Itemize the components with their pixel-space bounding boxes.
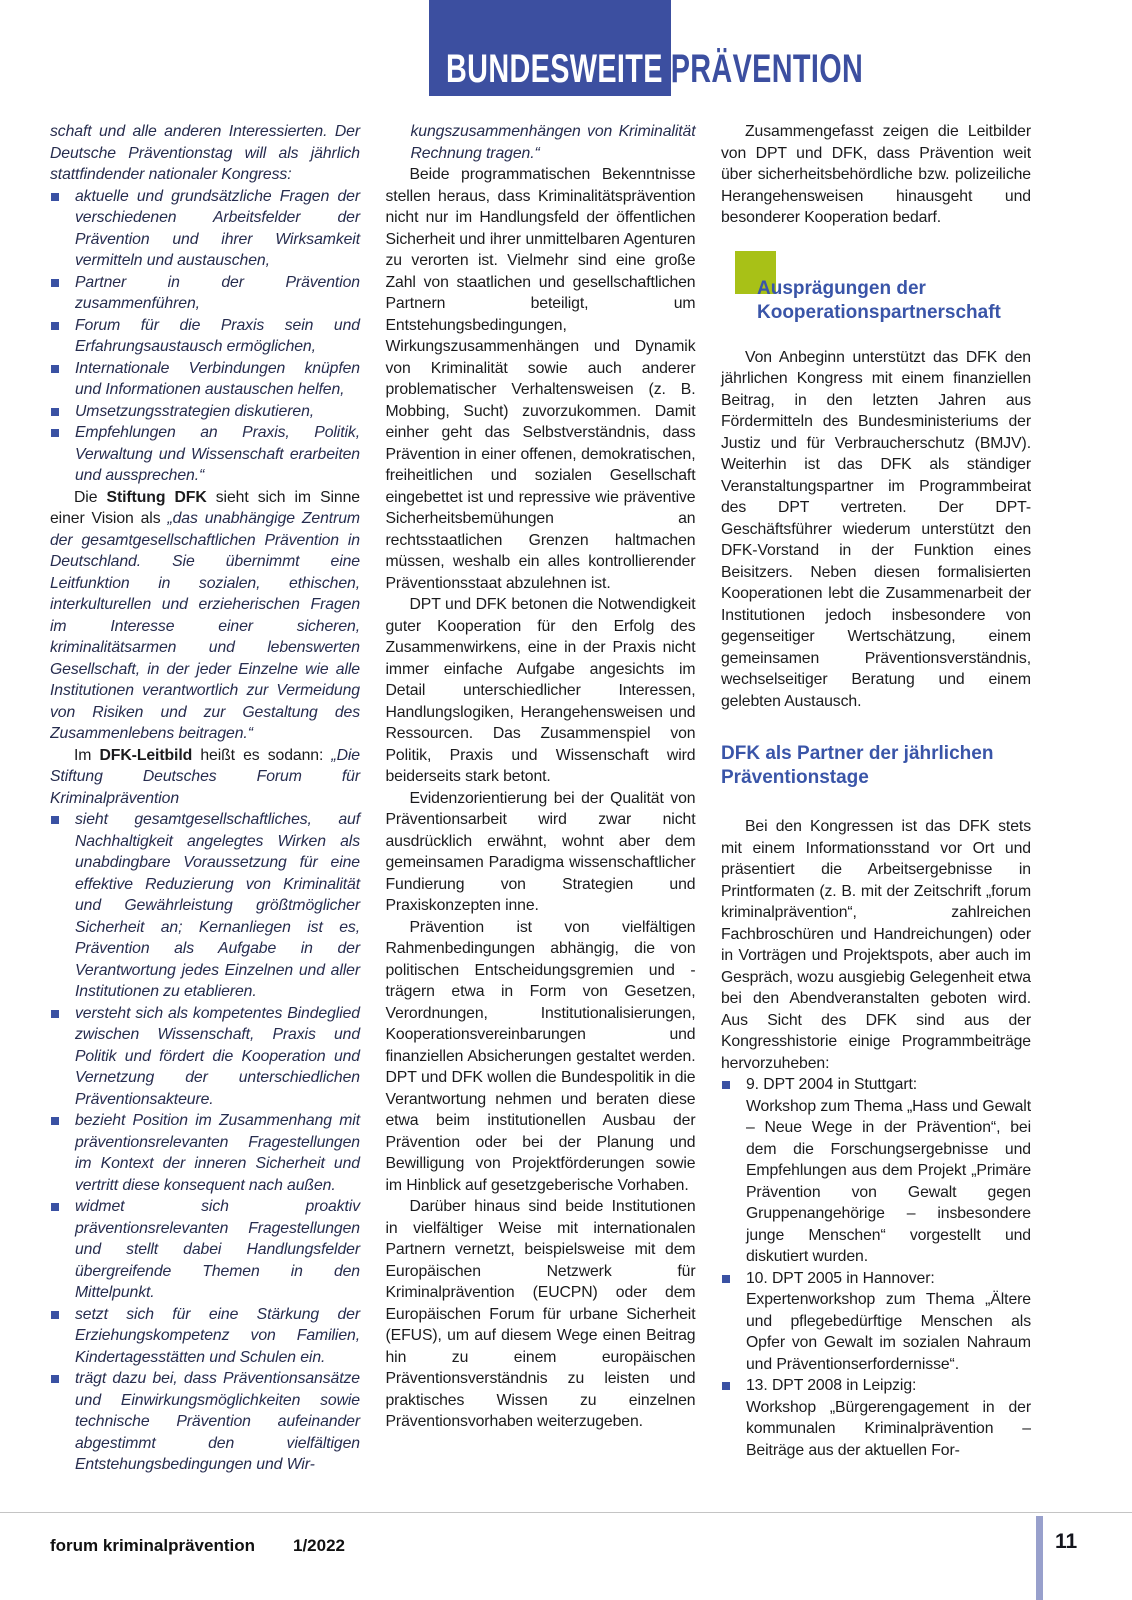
bullet-list-leitbild <box>50 809 360 1476</box>
paragraph: Evidenzorientierung bei der Qualität von Präventionsarbeit wird zwar nicht ausdrücklich erwähnt, wohnt aber dem gemeinsamen Paradigma wissenschaftlicher Fundierung von Strategien und Praxiskonzepten inne. <box>385 789 696 914</box>
footer <box>50 1536 345 1556</box>
bullet-square-icon <box>51 1010 59 1018</box>
list-item: trägt dazu bei, dass Präventionsansätze und Einwirkungsmöglichkeiten sowie technische Prävention aufeinander abgestimmt den vielfältigen Entstehungsbedingungen und Wir- <box>50 1368 360 1476</box>
page-title-part1: BUNDESWEITE <box>446 47 663 91</box>
bullet-square-icon <box>51 816 59 824</box>
list-item-title: 13. DPT 2008 in Leipzig: <box>746 1377 917 1394</box>
list-item: Empfehlungen an Praxis, Politik, Verwaltung und Wissenschaft erarbeiten und aussprechen.“ <box>50 422 360 487</box>
section-dfk-partner <box>721 742 1031 790</box>
list-item: aktuelle und grundsätzliche Fragen der verschiedenen Arbeitsfelder der Prävention und ihrer Wirksamkeit vermitteln und austauschen, <box>50 186 360 272</box>
column-3 <box>721 121 1031 1496</box>
list-item: Umsetzungsstrategien diskutieren, <box>50 401 360 423</box>
list-item-body: Workshop „Bürgerengagement in der kommunalen Kriminalprävention – Beiträge aus der aktuellen For- <box>746 1398 1031 1459</box>
paragraph-continuation: kungszusammenhängen von Kriminalität Rechnung tragen.“ <box>410 123 696 162</box>
article-body <box>50 121 1031 1496</box>
paragraph: Beide programmatischen Bekenntnisse stellen heraus, dass Kriminalitätsprävention nicht nur im Handlungsfeld der öffentlichen Sicherheit und ihrer unmittelbaren Agenturen zu verorten ist. Vielmehr sind eine große Zahl von staatlichen und gesellschaftlichen Partnern beteiligt, um Entstehungsbedingungen, Wirkungszusammenhängen und Dynamik von Kriminalität sowie auch anderer problematischer Verhaltensweisen (z. B. Mobbing, Sucht) zuvorzukommen. Damit einher geht das Selbstverständnis, dass Prävention in einer offenen, demokratischen, freiheitlichen und sozialen Gesellschaft eingebettet ist und repressive wie präventive Sicherheitsbemühungen an rechtsstaatlichen Grenzen haltmachen müssen, weshalb ein alles kontrollierender Präventionsstaat abzulehnen ist. <box>385 166 696 592</box>
bullet-square-icon <box>51 1203 59 1211</box>
section-heading: Ausprägungen der Kooperationspartnerschaft <box>757 277 1001 323</box>
bullet-list-dpt-history <box>721 1074 1031 1461</box>
list-item: Partner in der Prävention zusammenführen, <box>50 272 360 315</box>
list-item-body: Workshop zum Thema „Hass und Gewalt – Neue Wege in der Prävention“, bei dem die Forschungsergebnisse und Empfehlungen aus dem Projekt „Primäre Prävention von Gewalt gegen Gruppenangehörige – insbesondere junge Menschen“ vorgestellt und diskutiert wurden. <box>746 1097 1031 1265</box>
page-number: 11 <box>1055 1530 1078 1553</box>
paragraph: Zusammengefasst zeigen die Leitbilder von DPT und DFK, dass Prävention weit über sicherheitsbehördliche bzw. polizeiliche Herangehensweisen hinausgeht und besonderer Kooperation bedarf. <box>721 123 1031 226</box>
list-item-title: 9. DPT 2004 in Stuttgart: <box>746 1076 918 1093</box>
bullet-list-dpt-goals <box>50 186 360 487</box>
list-item: Internationale Verbindungen knüpfen und Informationen austauschen helfen, <box>50 358 360 401</box>
list-item: widmet sich proaktiv präventionsrelevanten Fragestellungen und stellt dabei Handlungsfelder übergreifende Themen in den Mittelpunkt. <box>50 1196 360 1304</box>
footer-magazine-title: forum kriminalprävention <box>50 1536 255 1555</box>
list-item: bezieht Position im Zusammenhang mit präventionsrelevanten Fragestellungen im Kontext der inneren Sicherheit und vertritt diese konsequent nach außen. <box>50 1110 360 1196</box>
bullet-square-icon <box>51 1311 59 1319</box>
column-2 <box>386 121 696 1496</box>
footer-issue: 1/2022 <box>292 1536 345 1555</box>
list-item: Forum für die Praxis sein und Erfahrungsaustausch ermöglichen, <box>50 315 360 358</box>
section-heading: DFK als Partner der jährlichen Präventionstage <box>721 743 994 788</box>
column-1 <box>50 121 360 1496</box>
paragraph: Bei den Kongressen ist das DFK stets mit einem Informationsstand vor Ort und präsentiert die Arbeitsergebnisse in Printformaten (z. B. mit der Zeitschrift „forum kriminalprävention“, zahlreichen Fachbroschüren und Handreichungen) oder in Vorträgen und Projektspots, aber auch im Gespräch, wozu ausgiebig Gelegenheit etwa bei den Abendveranstalten geboten wird. Aus Sicht des DFK sind aus der Kongresshistorie einige Programmbeiträge hervorzuheben: <box>721 818 1031 1072</box>
page-number-bar <box>1036 1516 1043 1600</box>
paragraph: Prävention ist von vielfältigen Rahmenbedingungen abhängig, die von politischen Entscheidungsgremien und -trägern etwa in Form von Gesetzen, Verordnungen, Institutionalisierungen, Kooperationsvereinbarungen und finanziellen Absicherungen gestaltet werden. DPT und DFK wollen die Bundespolitik in die Verantwortung nehmen und beraten diese etwa beim institutionellen Ausbau der Prävention oder bei der Planung und Bewilligung von Projektförderungen sowie im Hinblick auf gesetzgeberische Vorhaben. <box>385 918 696 1194</box>
bullet-square-icon <box>51 1375 59 1383</box>
list-item <box>721 1268 1031 1376</box>
bullet-square-icon <box>51 193 59 201</box>
list-item-body: Expertenworkshop zum Thema „Ältere und pflegebedürftige Menschen als Opfer von Gewalt im sozialen Nahraum und Präventionserfordernisse“. <box>746 1291 1031 1373</box>
list-item: versteht sich als kompetentes Bindeglied zwischen Wissenschaft, Praxis und Politik und fördert die Kooperation und Vernetzung der unterschiedlichen Präventionsakteure. <box>50 1003 360 1111</box>
page-title-part2: PRÄVENTION <box>670 47 864 91</box>
paragraph-dfk-leitbild: Im DFK-Leitbild heißt es sodann: „Die Stiftung Deutsches Forum für Kriminalprävention <box>50 746 360 807</box>
section-auspraegungen <box>721 277 1031 325</box>
bullet-square-icon <box>51 429 59 437</box>
footer-divider <box>0 1512 1132 1513</box>
paragraph: schaft und alle anderen Interessierten. Der Deutsche Präventionstag will als jährlich stattfindender nationaler Kongress: <box>50 123 360 183</box>
paragraph: DPT und DFK betonen die Notwendigkeit guter Kooperation für den Erfolg des Zusammenwirkens, eine in der Praxis nicht immer einfache Aufgabe angesichts im Detail unterschiedlicher Interessen, Handlungslogiken, Herangehensweisen und Ressourcen. Das Zusammenspiel von Politik, Praxis und Wissenschaft wird beiderseits stark betont. <box>385 596 696 785</box>
bullet-square-icon <box>722 1382 730 1390</box>
paragraph: Darüber hinaus sind beide Institutionen in vielfältiger Weise mit internationalen Partnern vernetzt, beispielsweise mit dem Europäischen Netzwerk für Kriminalprävention (EUCPN) oder dem Europäischen Forum für urbane Sicherheit (EFUS), um auf diesem Wege einen Beitrag hin zu einem europäischen Präventionsverständnis zu leisten und praktisches Wissen zu einzelnen Präventionsvorhaben weiterzugeben. <box>385 1198 696 1430</box>
bullet-square-icon <box>722 1081 730 1089</box>
bullet-square-icon <box>722 1275 730 1283</box>
bullet-square-icon <box>51 279 59 287</box>
paragraph-stiftung-dfk: Die Stiftung DFK sieht sich im Sinne einer Vision als „das unabhängige Zentrum der gesamtgesellschaftlichen Prävention in Deutschland. Sie übernimmt eine Leitfunktion in sozialen, ethischen, interkulturellen und erzieherischen Fragen im Interesse einer sicheren, kriminalitätsarmen und lebenswerten Gesellschaft, in der jeder Einzelne wie alle Institutionen verantwortlich zur Vermeidung von Risiken und zur Gestaltung des Zusammenlebens beitragen.“ <box>50 488 360 742</box>
paragraph: Von Anbeginn unterstützt das DFK den jährlichen Kongress mit einem finanziellen Beitrag, in den letzten Jahren aus Fördermitteln des Bundesministeriums der Justiz und für Verbraucherschutz (BMJV). Weiterhin ist das DFK als ständiger Veranstaltungspartner im Programmbeirat des DPT vertreten. Der DPT-Geschäftsführer wiederum unterstützt den DFK-Vorstand in der Funktion eines Beisitzers. Neben diesen formalisierten Kooperationen lebt die Zusammenarbeit der Institutionen jedoch insbesondere von gegenseitiger Wertschätzung, einem gemeinsamen Präventionsverständnis, wechselseitiger Beratung und einem gelebten Austausch. <box>721 348 1031 710</box>
bullet-square-icon <box>51 365 59 373</box>
bullet-square-icon <box>51 408 59 416</box>
list-item: setzt sich für eine Stärkung der Erziehungskompetenz von Familien, Kindertagesstätten und Schulen ein. <box>50 1304 360 1369</box>
page-title <box>446 49 863 89</box>
list-item: sieht gesamtgesellschaftliches, auf Nachhaltigkeit angelegtes Wirken als unabdingbare Voraussetzung für eine effektive Reduzierung von Kriminalität und Gewährleistung größtmöglicher Sicherheit an; Kernanliegen ist es, Prävention als Aufgabe in der Verantwortung jedes Einzelnen und aller Institutionen zu etablieren. <box>50 809 360 1003</box>
bullet-square-icon <box>51 1117 59 1125</box>
list-item-title: 10. DPT 2005 in Hannover: <box>746 1269 935 1287</box>
list-item <box>721 1074 1031 1268</box>
bullet-square-icon <box>51 322 59 330</box>
list-item <box>721 1375 1031 1461</box>
